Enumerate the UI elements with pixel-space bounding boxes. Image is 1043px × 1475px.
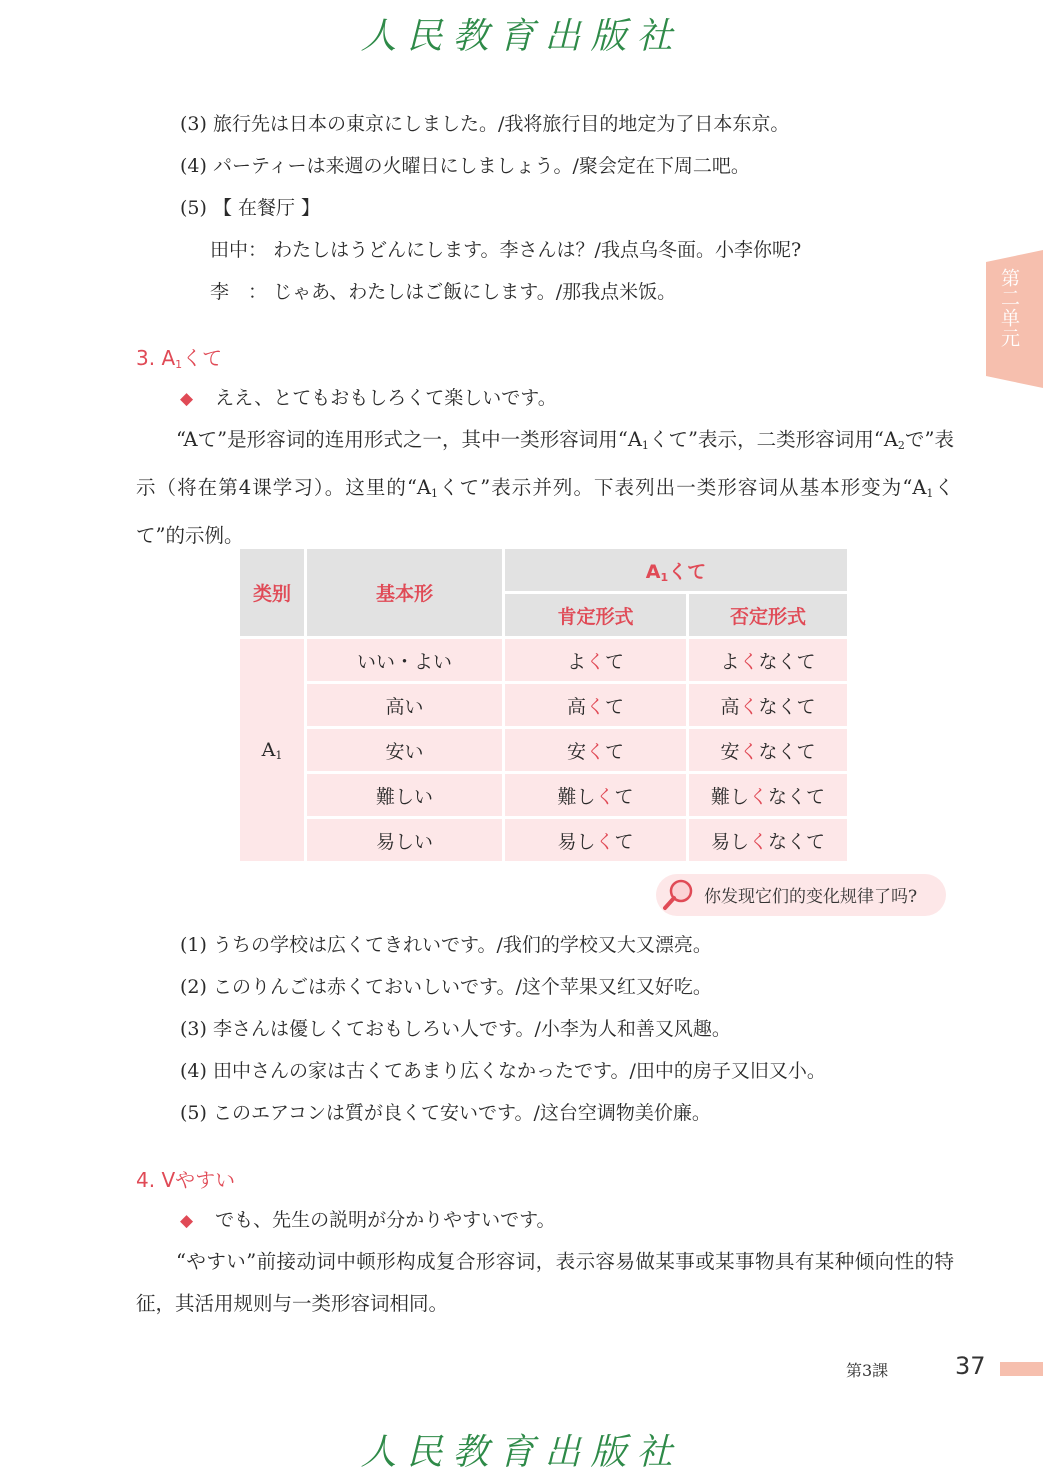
negative-form-cell	[689, 639, 847, 681]
stem: 易し	[710, 830, 749, 853]
ending: なくて	[758, 650, 816, 673]
example-number: (1)	[180, 934, 207, 956]
diamond-bullet-icon: ◆	[180, 389, 194, 409]
dialogue-line-tanaka	[210, 237, 801, 263]
highlight: く	[585, 650, 605, 673]
example-text: 李さんは優しくておもしろい人です。/小李为人和善又风趣。	[212, 1018, 731, 1040]
base-form-cell: 高い	[307, 684, 502, 726]
subscript: 1	[275, 748, 283, 762]
ending: なくて	[758, 740, 816, 763]
example-number: (5)	[180, 1102, 207, 1124]
negative-form-cell	[689, 684, 847, 726]
highlight: く	[595, 830, 615, 853]
highlight: く	[585, 695, 605, 718]
example-mid-3	[180, 1016, 731, 1042]
example-number: (4)	[180, 155, 207, 177]
section-3-example	[180, 385, 557, 412]
paragraph-text: くて”表示并列。下表列出一类形容词从基本形变为“A	[438, 476, 927, 499]
dialogue-text: じゃあ、わたしはご飯にします。/那我点米饭。	[273, 281, 677, 303]
negative-form-cell	[689, 729, 847, 771]
publisher-logo-bottom: 人民教育出版社	[360, 1432, 683, 1473]
stem: 高	[720, 695, 740, 718]
stem: 安	[720, 740, 740, 763]
highlight: く	[739, 695, 759, 718]
example-mid-2	[180, 974, 712, 1000]
table-row	[240, 684, 847, 726]
ending: て	[605, 740, 625, 763]
unit-tab-label: 第二单元	[998, 268, 1020, 348]
base-form-cell: 難しい	[307, 774, 502, 816]
example-number: (3)	[180, 1018, 207, 1040]
hint-text: 你发现它们的变化规律了吗?	[704, 887, 918, 907]
conjugation-table	[237, 546, 850, 864]
example-mid-4	[180, 1058, 826, 1084]
stem: 高	[566, 695, 586, 718]
example-text: このりんごは赤くておいしいです。/这个苹果又红又好吃。	[212, 976, 712, 998]
paragraph-text: くて”的示例。	[136, 476, 954, 547]
negative-form-cell	[689, 819, 847, 861]
header-category: 类别	[240, 549, 304, 636]
stem: 難し	[557, 785, 596, 808]
ending: なくて	[758, 695, 816, 718]
subscript: 1	[660, 570, 669, 584]
footer-lesson-label: 第3課	[846, 1361, 889, 1380]
stem: 難し	[710, 785, 749, 808]
base-form-cell: いい・よい	[307, 639, 502, 681]
subscript: 1	[175, 358, 183, 371]
example-text: うちの学校は広くてきれいです。/我们的学校又大又漂亮。	[212, 934, 712, 956]
header-text: くて	[668, 560, 707, 583]
ending: なくて	[768, 785, 826, 808]
diamond-bullet-icon: ◆	[180, 1211, 194, 1231]
ending: て	[614, 830, 634, 853]
ending: て	[605, 650, 625, 673]
example-number: (5)	[180, 197, 207, 219]
ending: なくて	[768, 830, 826, 853]
stem: よ	[566, 650, 586, 673]
section-3-title	[136, 342, 222, 371]
base-form-cell: 安い	[307, 729, 502, 771]
ending: て	[614, 785, 634, 808]
dialogue-text: わたしはうどんにします。李さんは？/我点乌冬面。小李你呢?	[273, 239, 802, 261]
positive-form-cell	[505, 684, 686, 726]
example-text: パーティーは来週の火曜日にしましょう。/聚会定在下周二吧。	[212, 155, 750, 177]
paragraph-text: で”表示（将在第4课学习）。这里的“A	[136, 428, 954, 499]
subscript: 1	[926, 487, 934, 500]
section-4-title: 4. Vやすい	[136, 1168, 236, 1192]
section-3-paragraph	[136, 419, 954, 557]
header-negative: 否定形式	[689, 594, 847, 636]
positive-form-cell	[505, 639, 686, 681]
example-mid-5	[180, 1100, 711, 1126]
subscript: 1	[641, 439, 649, 452]
highlight: く	[748, 785, 768, 808]
paragraph-text: “Aて”是形容词的连用形式之一，其中一类形容词用“A	[176, 428, 642, 451]
positive-form-cell	[505, 774, 686, 816]
section-title-text: くて	[182, 346, 223, 370]
section-title-text: 3. A	[136, 346, 176, 370]
example-text: 【 在餐厅 】	[212, 197, 321, 219]
subscript: 1	[431, 487, 439, 500]
base-form-cell: 易しい	[307, 819, 502, 861]
stem: 易し	[557, 830, 596, 853]
magnifier-icon	[661, 877, 695, 913]
highlight: く	[739, 740, 759, 763]
example-text: このエアコンは質が良くて安いです。/这台空调物美价廉。	[212, 1102, 711, 1124]
example-sentence: でも、先生の説明が分かりやすいです。	[215, 1209, 556, 1231]
header-a1-kute	[505, 549, 847, 591]
publisher-logo: 人民教育出版社	[360, 16, 683, 57]
positive-form-cell	[505, 729, 686, 771]
stem: よ	[720, 650, 740, 673]
dialogue-speaker: 田中：	[210, 239, 268, 261]
header-base-form: 基本形	[307, 549, 502, 636]
paragraph-text: くて”表示，二类形容词用“A	[648, 428, 898, 451]
example-number: (2)	[180, 976, 207, 998]
highlight: く	[595, 785, 615, 808]
table-row	[240, 819, 847, 861]
stem: 安	[566, 740, 586, 763]
positive-form-cell	[505, 819, 686, 861]
header-text: A	[645, 560, 661, 583]
example-number: (4)	[180, 1060, 207, 1082]
dialogue-line-li	[210, 279, 676, 305]
example-text: 旅行先は日本の東京にしました。/我将旅行目的地定为了日本东京。	[212, 113, 790, 135]
section-4-example	[180, 1207, 556, 1234]
table-row	[240, 729, 847, 771]
example-mid-1	[180, 932, 712, 958]
ending: て	[605, 695, 625, 718]
page-number: 37	[955, 1352, 986, 1380]
example-sentence: ええ、とてもおもしろくて楽しいです。	[215, 387, 557, 409]
table-row	[240, 774, 847, 816]
example-top-3	[180, 111, 789, 137]
table-row	[240, 639, 847, 681]
example-text: 田中さんの家は古くてあまり広くなかったです。/田中的房子又旧又小。	[212, 1060, 826, 1082]
subscript: 2	[897, 439, 905, 452]
highlight: く	[748, 830, 768, 853]
example-top-4	[180, 153, 750, 179]
negative-form-cell	[689, 774, 847, 816]
example-top-5	[180, 195, 320, 221]
example-number: (3)	[180, 113, 207, 135]
section-4-paragraph: “やすい”前接动词中顿形构成复合形容词，表示容易做某事或某事物具有某种倾向性的特征，其活用规则与一类形容词相同。	[136, 1250, 954, 1315]
dialogue-speaker: 李 ：	[210, 281, 268, 303]
footer-accent-bar	[1000, 1362, 1043, 1376]
highlight: く	[585, 740, 605, 763]
category-text: A	[261, 738, 276, 761]
highlight: く	[739, 650, 759, 673]
category-a1-cell	[240, 639, 304, 861]
header-positive: 肯定形式	[505, 594, 686, 636]
